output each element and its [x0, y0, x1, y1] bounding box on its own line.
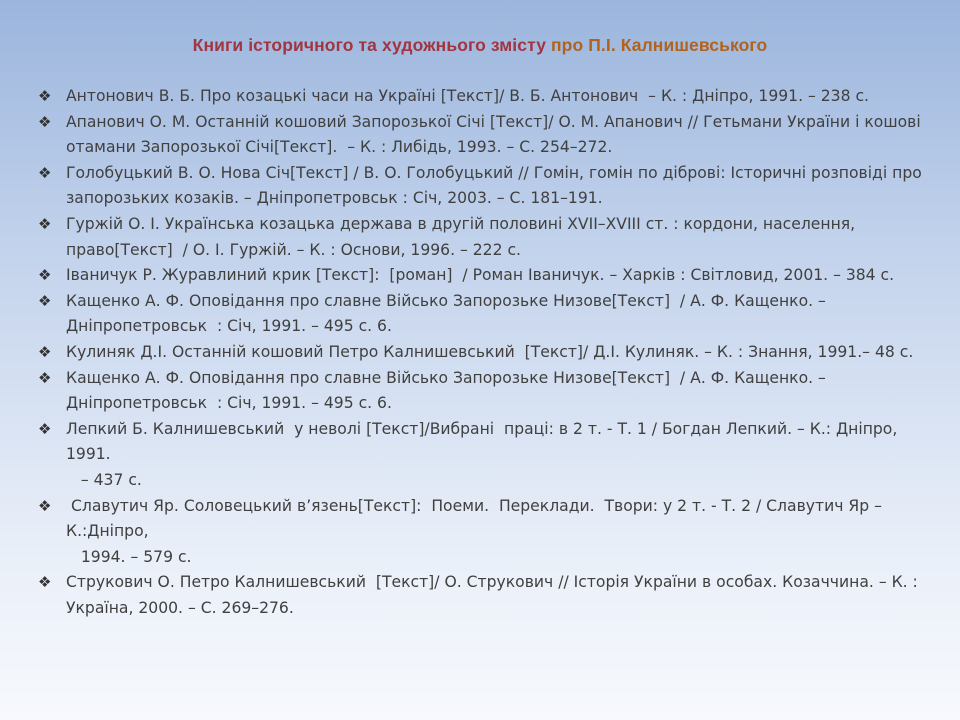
- book-citation: Кулиняк Д.І. Останній кошовий Петро Калнишевський [Текст]/ Д.І. Кулиняк. – К. : Знання, 1991.– 48 с.: [66, 342, 914, 361]
- diamond-bullet-icon: ❖: [38, 87, 52, 105]
- book-item: [36, 366, 926, 417]
- book-item: [36, 161, 926, 212]
- book-item: [36, 417, 926, 494]
- diamond-bullet-icon: ❖: [38, 342, 52, 361]
- diamond-bullet-icon: ❖: [38, 266, 52, 285]
- title-main: Книги історичного та художнього змісту: [192, 35, 552, 55]
- book-citation: Іваничук Р. Журавлиний крик [Текст]: [роман] / Роман Іваничук. – Харків : Світловид, 2001. – 384 с.: [66, 266, 895, 285]
- book-citation: Кащенко А. Ф. Оповідання про славне Військо Запорозьке Низове[Текст] / А. Ф. Кащенко. – Дніпропетровськ : Січ, 1991. – 495 с. 6.: [66, 368, 831, 413]
- book-item: [36, 263, 926, 289]
- diamond-bullet-icon: ❖: [38, 112, 52, 131]
- book-item: [36, 340, 926, 366]
- book-citation: Струкович О. Петро Калнишевський [Текст]/ О. Струкович // Історія України в особах. Козаччина. – К. : Україна, 2000. – С. 269–276.: [66, 573, 923, 617]
- diamond-bullet-icon: ❖: [38, 419, 52, 438]
- diamond-bullet-icon: ❖: [38, 291, 52, 310]
- book-item: [36, 570, 926, 621]
- diamond-bullet-icon: ❖: [38, 163, 52, 182]
- book-citation: Апанович О. М. Останній кошовий Запорозької Січі [Текст]/ О. М. Апанович // Гетьмани України і кошові отамани Запорозької Січі[Текст]. – К. : Либідь, 1993. – С. 254–272.: [66, 112, 926, 157]
- book-citation: Славутич Яр. Соловецький в’язень[Текст]: Поеми. Переклади. Твори: у 2 т. - Т. 2 / Славутич Яр – К.:Дніпро, 1994. – 579 с.: [66, 496, 882, 566]
- slide-title: [0, 35, 960, 56]
- book-citation: Голобуцький В. О. Нова Січ[Текст] / В. О. Голобуцький // Гомін, гомін по діброві: Історичні розповіді про запорозьких козаків. – Дніпропетровськ : Січ, 2003. – С. 181–191.: [66, 163, 927, 208]
- book-list: [36, 84, 926, 621]
- diamond-bullet-icon: ❖: [38, 573, 52, 592]
- diamond-bullet-icon: ❖: [38, 368, 52, 387]
- book-item: [36, 494, 926, 571]
- book-item: [36, 84, 926, 110]
- diamond-bullet-icon: ❖: [38, 214, 52, 233]
- book-citation: Кащенко А. Ф. Оповідання про славне Військо Запорозьке Низове[Текст] / А. Ф. Кащенко. – Дніпропетровськ : Січ, 1991. – 495 с. 6.: [66, 291, 831, 336]
- book-item: [36, 110, 926, 161]
- title-subject: про П.І. Калнишевського: [551, 35, 768, 55]
- diamond-bullet-icon: ❖: [38, 496, 52, 515]
- book-item: [36, 212, 926, 263]
- book-item: [36, 289, 926, 340]
- book-citation: Антонович В. Б. Про козацькі часи на Україні [Текст]/ В. Б. Антонович – К. : Дніпро, 1991. – 238 с.: [66, 87, 869, 105]
- book-citation: Лепкий Б. Калнишевський у неволі [Текст]/Вибрані праці: в 2 т. - Т. 1 / Богдан Лепкий. – К.: Дніпро, 1991. – 437 с.: [66, 419, 898, 489]
- book-citation: Гуржій О. І. Українська козацька держава в другій половині XVII–XVIII ст. : кордони, населення, право[Текст] / О. І. Гуржій. – К. : Основи, 1996. – 222 с.: [66, 214, 861, 259]
